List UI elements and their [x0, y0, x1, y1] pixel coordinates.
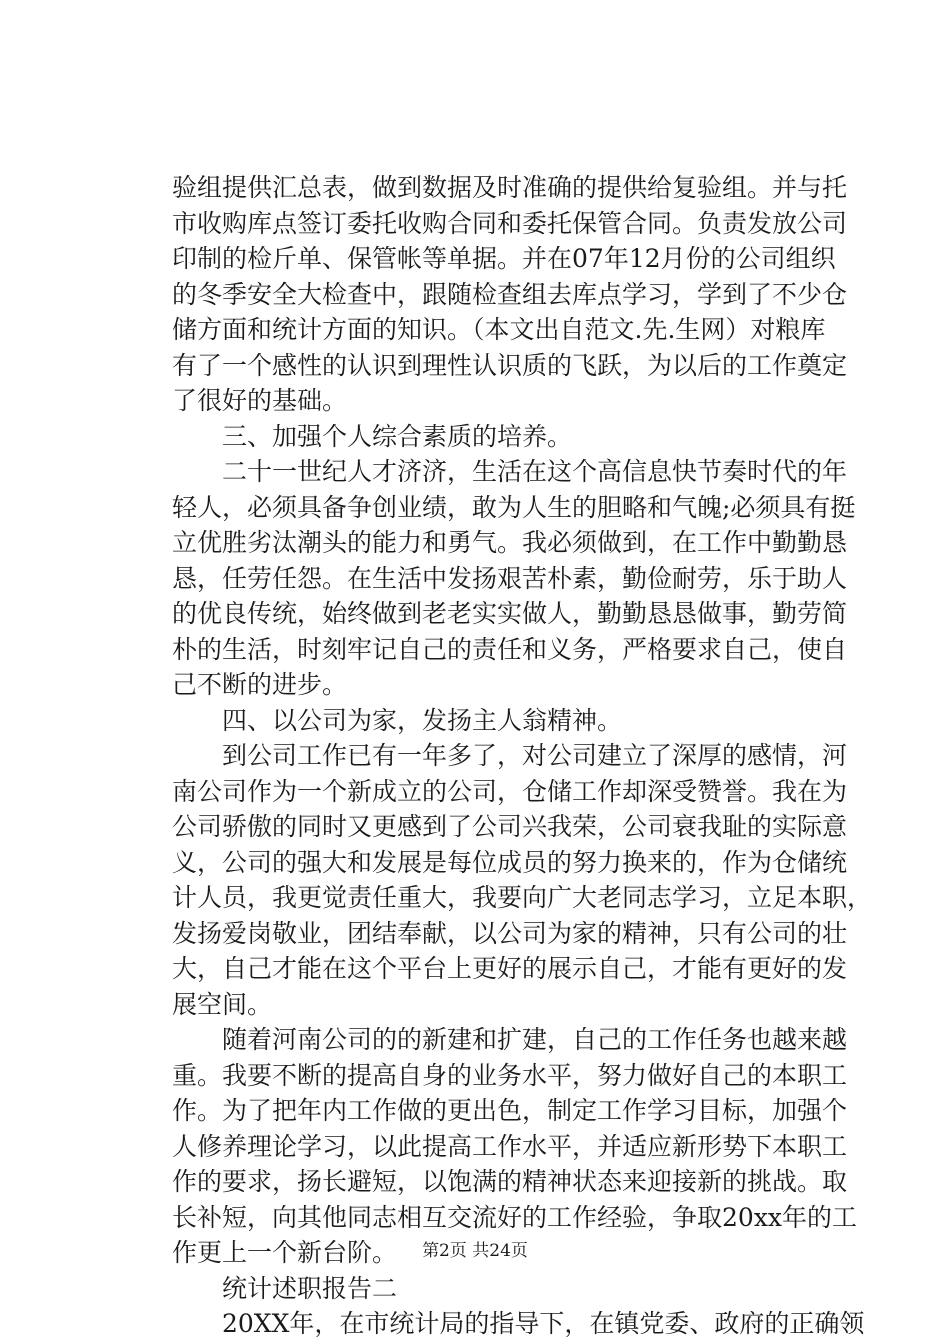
- text-line: 到公司工作已有一年多了，对公司建立了深厚的感情，河: [222, 741, 848, 770]
- text-line: 作。为了把年内工作做的更出色，制定工作学习目标，加强个: [172, 1096, 848, 1125]
- text-line: 作的要求，扬长避短，以饱满的精神状态来迎接新的挑战。取: [172, 1167, 848, 1196]
- text-line: 义，公司的强大和发展是每位成员的努力换来的，作为仓储统: [172, 847, 848, 877]
- text-line: 人修养理论学习，以此提高工作水平，并适应新形势下本职工: [172, 1131, 848, 1161]
- text-line: 二十一世纪人才济济，生活在这个高信息快节奏时代的年: [222, 457, 848, 486]
- text-line: 公司骄傲的同时又更感到了公司兴我荣，公司衰我耻的实际意: [172, 812, 848, 841]
- text-line: 作更上一个新台阶。: [172, 1238, 398, 1267]
- text-line: 市收购库点签订委托收购合同和委托保管合同。负责发放公司: [172, 208, 848, 238]
- text-line: 发扬爱岗敬业，团结奉献，以公司为家的精神，只有公司的壮: [172, 918, 848, 948]
- text-line: 己不断的进步。: [172, 670, 348, 699]
- text-line: 的冬季安全大检查中，跟随检查组去库点学习，学到了不少仓: [172, 279, 848, 309]
- text-line: 长补短，向其他同志相互交流好的工作经验，争取20xx年的工: [172, 1202, 858, 1232]
- section-heading: 三、加强个人综合素质的培养。: [222, 421, 573, 451]
- text-line: 立优胜劣汰潮头的能力和勇气。我必须做到，在工作中勤勤恳: [172, 528, 848, 557]
- body-text: [172, 170, 873, 1342]
- text-line: 20XX年，在市统计局的指导下，在镇党委、政府的正确领: [222, 1309, 865, 1338]
- text-line: 的优良传统，始终做到老老实实做人，勤勤恳恳做事，勤劳简: [172, 599, 848, 628]
- text-line: 了很好的基础。: [172, 386, 348, 415]
- section-title: 统计述职报告二: [222, 1273, 398, 1303]
- text-line: 有了一个感性的认识到理性认识质的飞跃，为以后的工作奠定: [172, 350, 848, 380]
- text-line: 展空间。: [172, 989, 273, 1019]
- text-line: 恳，任劳任怨。在生活中发扬艰苦朴素，勤俭耐劳，乐于助人: [172, 563, 848, 593]
- text-line: 大，自己才能在这个平台上更好的展示自己，才能有更好的发: [172, 954, 848, 983]
- text-line: 轻人，必须具备争创业绩，敢为人生的胆略和气魄;必须具有挺: [172, 492, 856, 522]
- page-footer: 第2页 共24页: [422, 1241, 528, 1261]
- text-line: 重。我要不断的提高自身的业务水平，努力做好自己的本职工: [172, 1060, 848, 1090]
- text-line: 南公司作为一个新成立的公司，仓储工作却深受赞誉。我在为: [172, 776, 848, 806]
- text-line: 储方面和统计方面的知识。（本文出自范文.先.生网）对粮库: [172, 315, 826, 344]
- text-line: 朴的生活，时刻牢记自己的责任和义务，严格要求自己，使自: [172, 634, 848, 664]
- text-line: 计人员，我更觉责任重大，我要向广大老同志学习，立足本职，: [172, 883, 873, 912]
- text-line: 随着河南公司的的新建和扩建，自己的工作任务也越来越: [222, 1025, 848, 1054]
- section-heading: 四、以公司为家，发扬主人翁精神。: [222, 705, 623, 735]
- text-line: 印制的检斤单、保管帐等单据。并在07年12月份的公司组织: [172, 244, 836, 273]
- text-line: 验组提供汇总表，做到数据及时准确的提供给复验组。并与托: [172, 173, 848, 202]
